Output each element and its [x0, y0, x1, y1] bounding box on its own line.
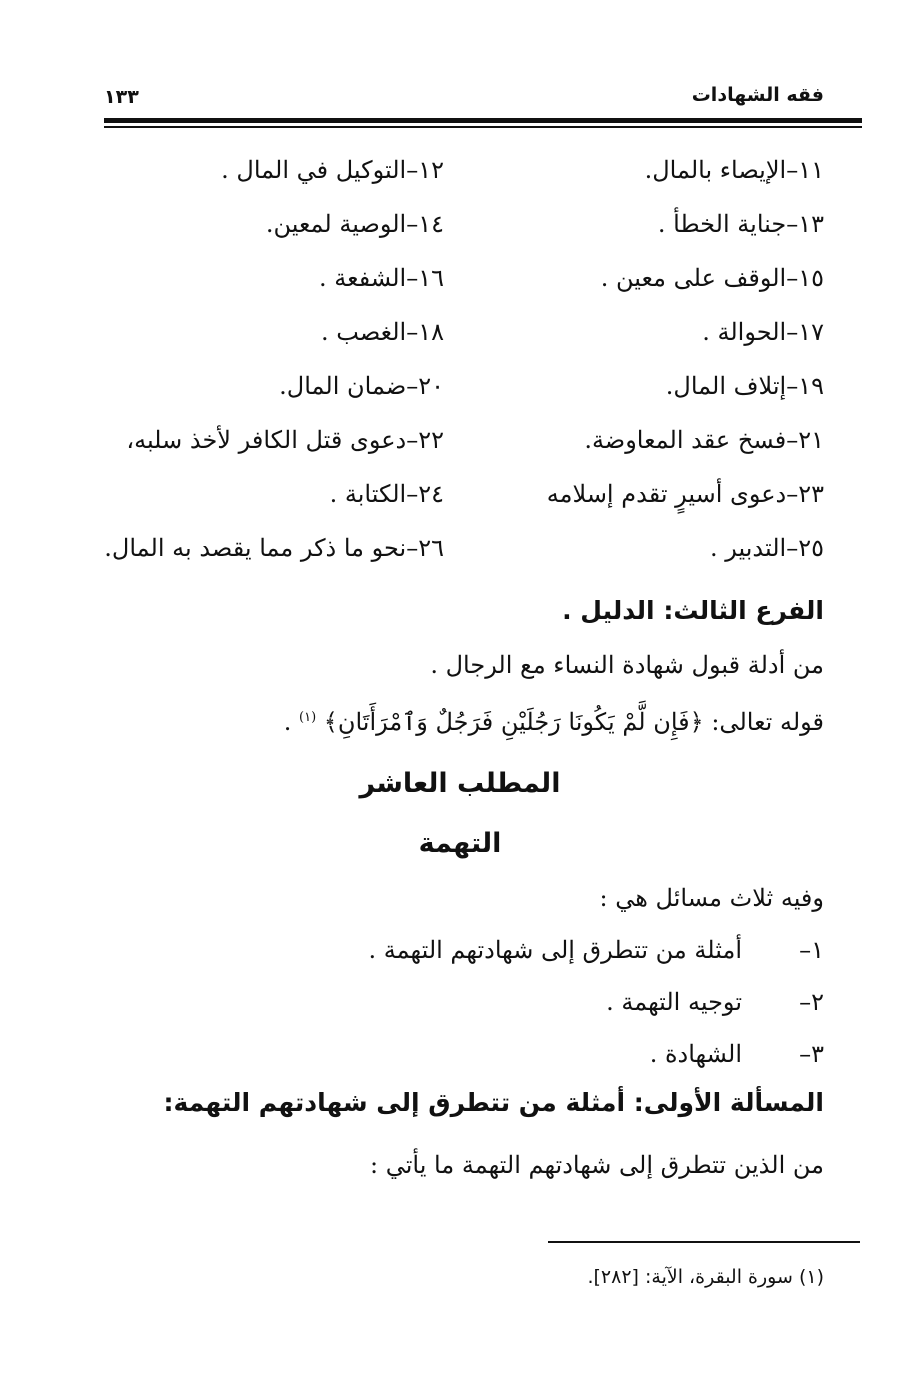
issue-item [606, 982, 824, 1022]
list-item: ١٥–الوقف على معين . [600, 264, 824, 292]
issue-heading: المسألة الأولى: أمثلة من تتطرق إلى شهادتهم التهمة: [163, 1088, 824, 1117]
quote-lead: قوله تعالى: [703, 708, 824, 736]
issue-item [650, 1034, 824, 1074]
evidence-intro: من أدلة قبول شهادة النساء مع الرجال . [430, 651, 824, 679]
footnote-rule [548, 1241, 860, 1243]
quote-tail: . [283, 708, 299, 736]
list-item: ٢١–فسخ عقد المعاوضة. [584, 426, 824, 454]
list-item: ٢٣–دعوى أسيرٍ تقدم إسلامه [546, 480, 824, 508]
list-item: ٢٠–ضمان المال. [279, 372, 444, 400]
issue-number: ٣– [799, 1040, 824, 1068]
header-rule-thin [104, 126, 862, 128]
issue-intro: من الذين تتطرق إلى شهادتهم التهمة ما يأتي : [370, 1151, 824, 1179]
footnote: (١) سورة البقرة، الآية: [٢٨٢]. [587, 1266, 824, 1288]
branch-heading: الفرع الثالث: الدليل . [562, 596, 824, 625]
quran-verse: ﴿فَإِن لَّمْ يَكُونَا رَجُلَيْنِ فَرَجُلٌ وَٱمْرَأَتَانِ﴾ [323, 708, 704, 736]
issue-text: توجيه التهمة . [606, 988, 742, 1016]
list-item: ١٦–الشفعة . [318, 264, 444, 292]
list-item: ١٤–الوصية لمعين. [265, 210, 444, 238]
list-item: ١٨–الغصب . [321, 318, 444, 346]
list-item: ١٧–الحوالة . [702, 318, 824, 346]
list-item: ٢٥–التدبير . [709, 534, 824, 562]
issue-item [369, 930, 824, 970]
footnote-ref[interactable]: (١) [299, 710, 317, 725]
issues-intro: وفيه ثلاث مسائل هي : [599, 884, 824, 912]
list-item: ١٣–جناية الخطأ . [657, 210, 824, 238]
section-subtitle: التهمة [418, 828, 502, 859]
page-number: ١٣٣ [104, 86, 139, 108]
list-item: ١٢–التوكيل في المال . [221, 156, 444, 184]
issue-text: الشهادة . [649, 1040, 742, 1068]
quote-line [284, 698, 824, 742]
issue-text: أمثلة من تتطرق إلى شهادتهم التهمة . [368, 936, 742, 964]
list-item: ١١–الإيصاء بالمال. [644, 156, 824, 184]
issue-number: ١– [799, 936, 824, 964]
list-item: ١٩–إتلاف المال. [665, 372, 824, 400]
list-item: ٢٢–دعوى قتل الكافر لأخذ سلبه، [126, 426, 444, 454]
issue-number: ٢– [799, 988, 824, 1016]
item-list [104, 150, 824, 580]
header-rule-thick [104, 118, 862, 123]
section-title: المطلب العاشر [359, 768, 561, 799]
list-item: ٢٤–الكتابة . [329, 480, 444, 508]
running-title: فقه الشهادات [691, 84, 824, 106]
list-item: ٢٦–نحو ما ذكر مما يقصد به المال. [104, 534, 444, 562]
